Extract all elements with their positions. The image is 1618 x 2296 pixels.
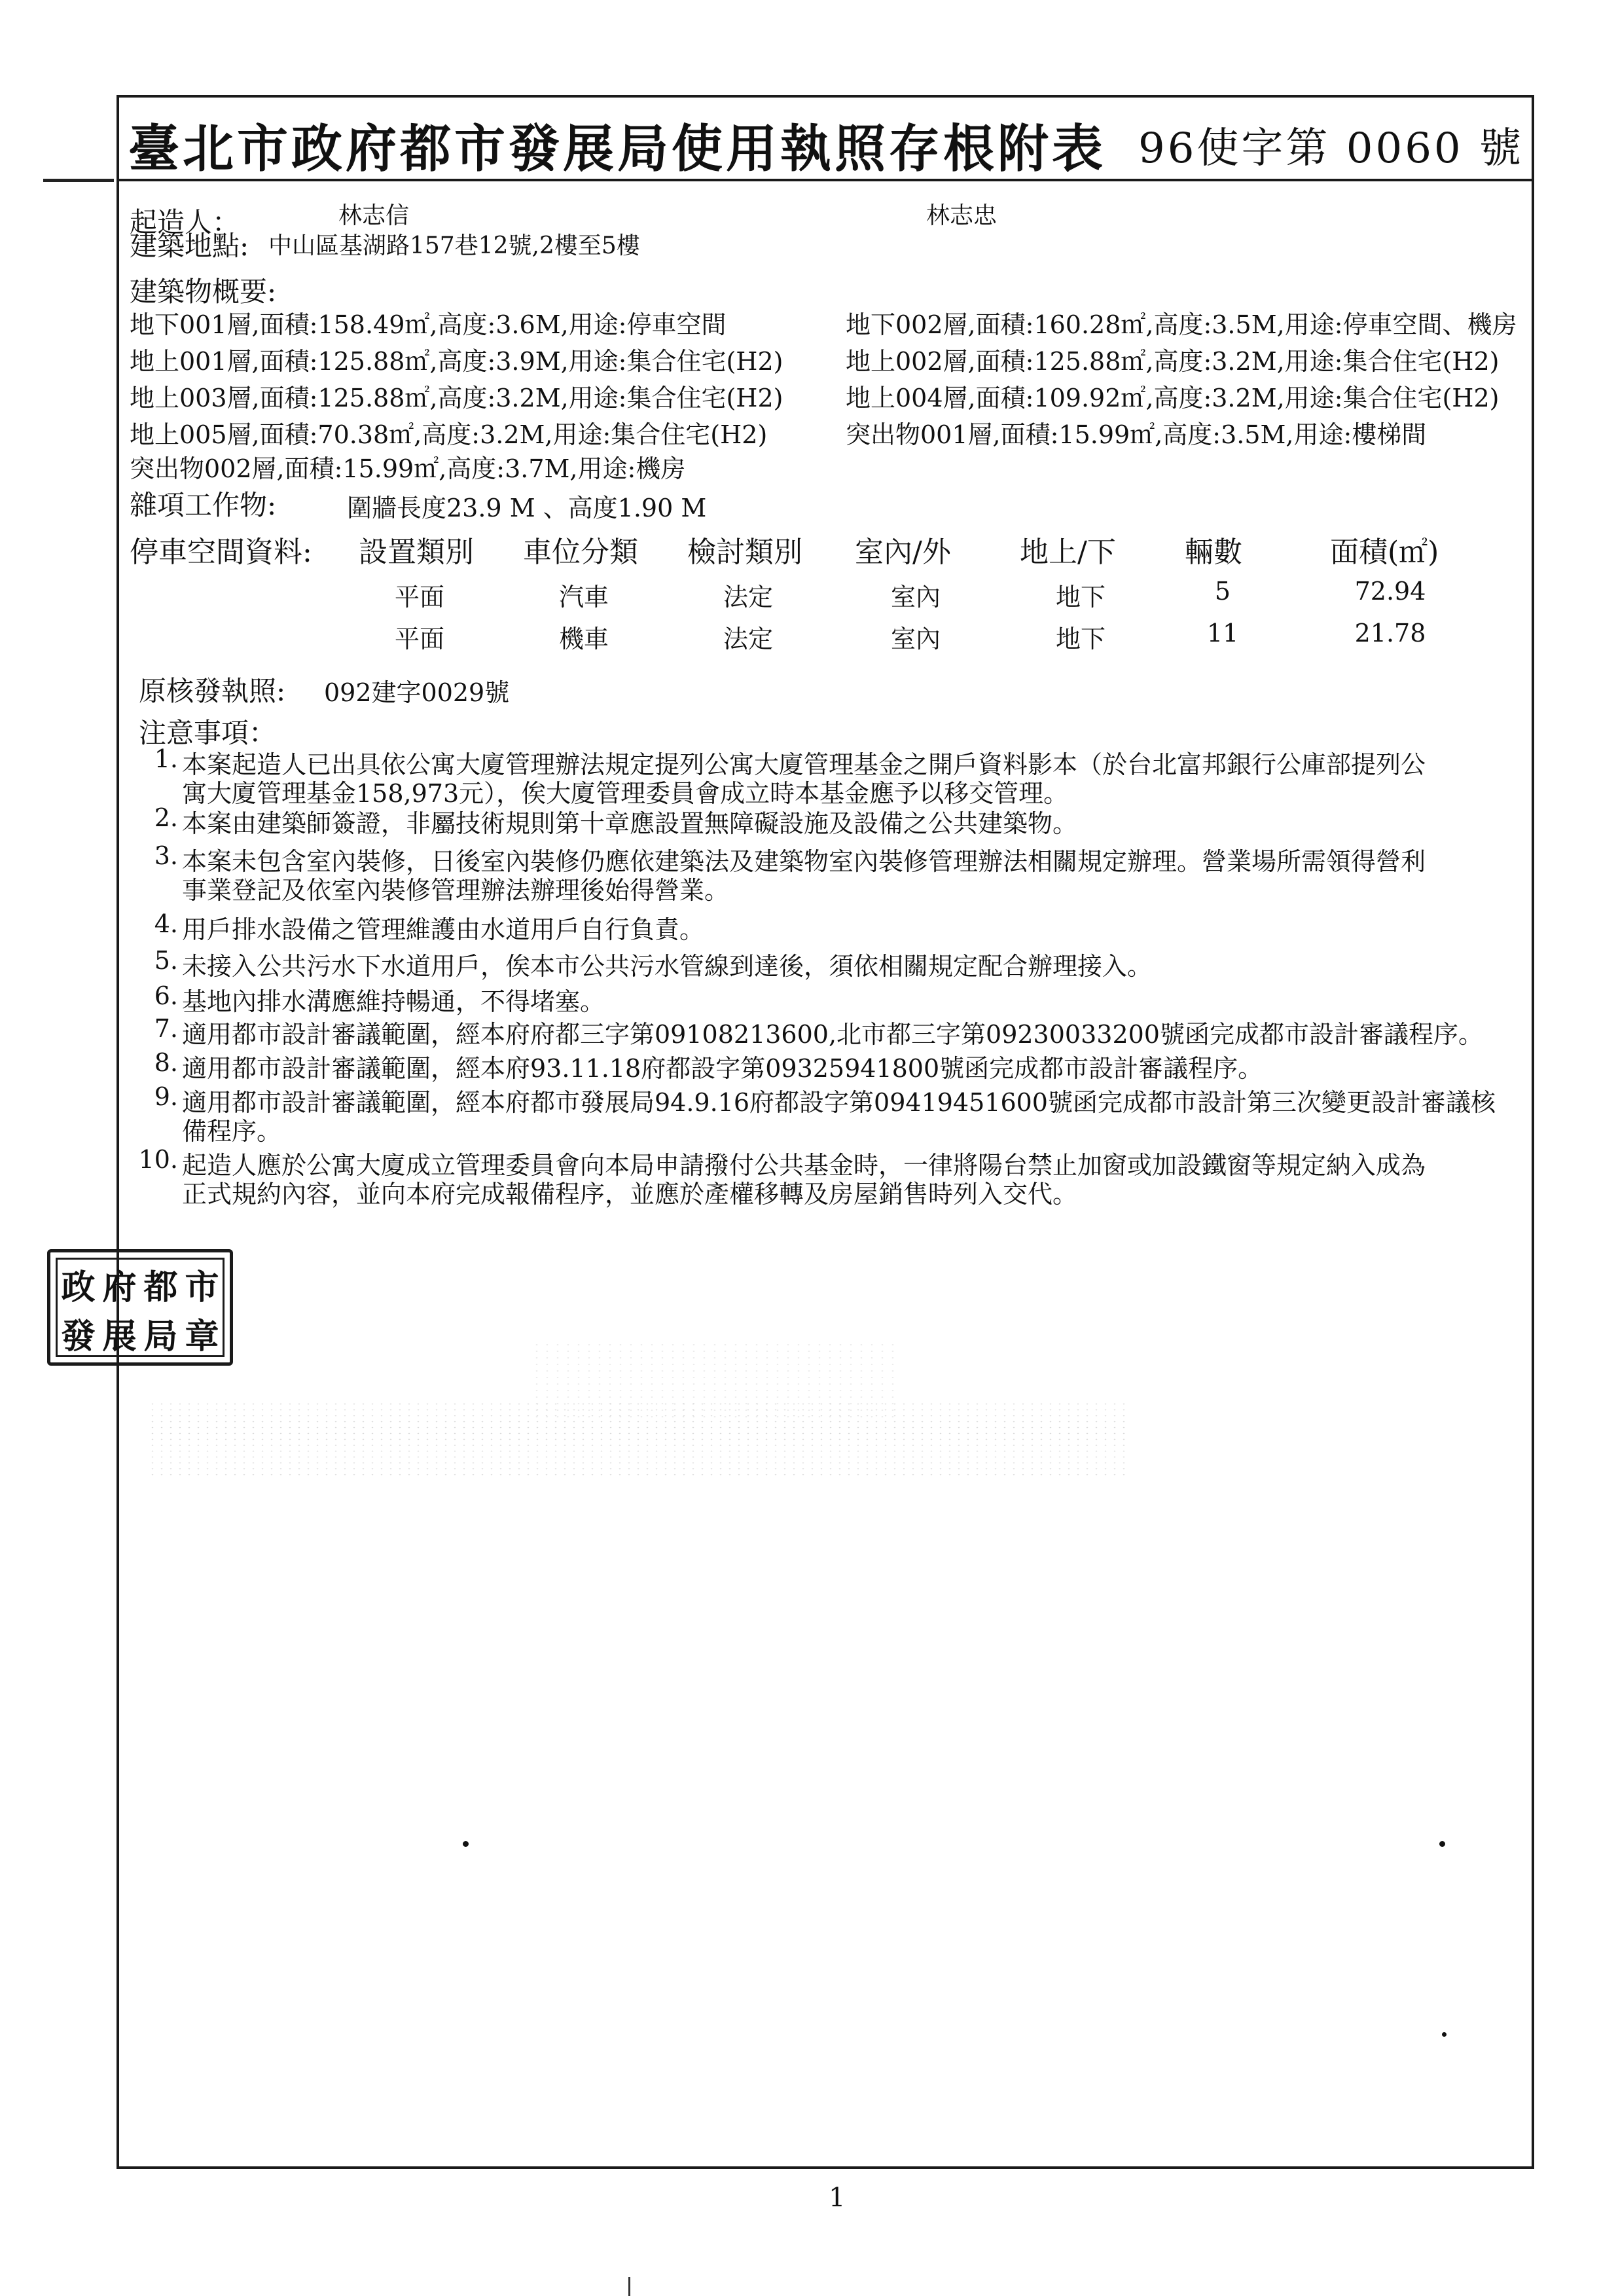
permit-annex-frame: 臺北市政府都市發展局使用執照存根附表 96使字第 0060 號 起造人： 林志信 林志忠 建築地點: 中山區基湖路157巷12號,2樓至5樓 建築物概要: 地下001層,面積:158.49㎡,高度:3.6M,用途:停車空間 地下002層,面積:160.28㎡,高度:3.5M,用途:停車空間、機房 地上001層,面積:125.88㎡,高度:3.9M,用途:集合住宅(H2) 地上002層,面積:125.88㎡,高度:3.2M,用途:集合住宅(H2) 地上003層,面積:125.88㎡,高度:3.2M,用途:集合住宅(H2) 地上004層,面積:109.92㎡,高度:3.2M,用途:集合住宅(H2) 地上005層,面積:70.38㎡,高度:3.2M,用途:集合住宅(H2) 突出物001層,面積:15.99㎡,高度:3.5M,用途:樓梯間 突出物002層,面積:15.99㎡,高度:3.7M,用途:機房 雜項工作物: 圍牆長度23.9 M 、高度1.90 M 停車空間資料: 設置類別 車位分類 檢討類別 室內/外 地上/下 輛數 面積(㎡) 平面 汽車 法定 室內 地下 5 72.94 平面 機車 法定 室內 地下 11 21.78 原核發執照: 092建字0029號 注意事項： 1. 本案起造人已出具依公寓大廈管理辦法規定提列公寓大廈管理基金之開戶資料影本（於台北富邦銀行公庫部提列公 寓大廈管理基金158,973元），俟大廈管理委員會成立時本基金應予以移交管理。 2. 本案由建築師簽證，非屬技術規則第十章應設置無障礙設施及設備之公共建築物。 3. 本案未包含室內裝修，日後室內裝修仍應依建築法及建築物室內裝修管理辦法相關規定辦理。營業場所需領得營利 事業登記及依室內裝修管理辦法辦理後始得營業。 4. 用戶排水設備之管理維護由水道用戶自行負責。 5. 未接入公共污水下水道用戶，俟本市公共污水管線到達後，須依相關規定配合辦理接入。 6. 基地內排水溝應維持暢通，不得堵塞。 7. 適用都市設計審議範圍，經本府府都三字第09108213600,北市都三字第09230033200號函完成都市設計審議程序。 8. 適用都市設計審議範圍，經本府93.11.18府都設字第09325941800號函完成都市設計審議程序。 9. 適用都市設計審議範圍，經本府都市發展局94.9.16府都設字第09419451600號函完成都市設計第三次變更設計審議核 備程序。 10. 起造人應於公寓大廈成立管理委員會向本局申請撥付公共基金時，一律將陽台禁止加窗或加設鐵窗等規定納入成為 正式規約內容，並向本府完成報備程序，並應於產權移轉及房屋銷售時列入交代。 <box>117 95 1534 2169</box>
title-bar <box>119 98 1532 181</box>
scan-speck <box>1442 2032 1447 2037</box>
margin-mark <box>43 179 114 182</box>
parking-cell: 地下 <box>1055 583 1106 611</box>
floor-4f: 地上004層,面積:109.92㎡,高度:3.2M,用途:集合住宅(H2) <box>846 384 1500 412</box>
seal-char: 市 <box>185 1267 219 1307</box>
applicant-name-2: 林志忠 <box>926 202 998 229</box>
parking-header-indoor: 室內/外 <box>855 536 951 569</box>
scan-speck <box>1439 1841 1445 1847</box>
seal-char: 局 <box>143 1317 178 1357</box>
floor-2f: 地上002層,面積:125.88㎡,高度:3.2M,用途:集合住宅(H2) <box>846 347 1500 376</box>
parking-cell: 法定 <box>723 583 774 611</box>
floor-rooftop-1: 突出物001層,面積:15.99㎡,高度:3.5M,用途:樓梯間 <box>846 420 1427 449</box>
seal-char: 展 <box>102 1317 137 1357</box>
building-summary-label: 建築物概要: <box>130 276 277 308</box>
floor-1f: 地上001層,面積:125.88㎡,高度:3.9M,用途:集合住宅(H2) <box>130 347 783 376</box>
parking-cell: 法定 <box>723 625 774 653</box>
seal-char: 都 <box>143 1267 178 1307</box>
permit-number: 96使字第 0060 號 <box>1138 124 1524 173</box>
applicant-label: 起造人： <box>130 206 240 238</box>
applicant-name-1: 林志信 <box>338 202 410 229</box>
parking-cell: 平面 <box>394 625 445 653</box>
page-number: 1 <box>829 2183 846 2213</box>
parking-cell: 21.78 <box>1354 619 1426 647</box>
floor-b1: 地下001層,面積:158.49㎡,高度:3.6M,用途:停車空間 <box>130 310 727 339</box>
parking-cell: 室內 <box>890 583 941 611</box>
parking-header-count: 輛數 <box>1185 536 1242 569</box>
parking-cell: 機車 <box>558 625 609 653</box>
site-address: 中山區基湖路157巷12號,2樓至5樓 <box>268 232 640 259</box>
parking-header-level: 地上/下 <box>1020 536 1116 569</box>
misc-works-value: 圍牆長度23.9 M 、高度1.90 M <box>347 494 707 522</box>
parking-cell: 5 <box>1214 577 1231 606</box>
parking-cell: 平面 <box>394 583 445 611</box>
floor-5f: 地上005層,面積:70.38㎡,高度:3.2M,用途:集合住宅(H2) <box>130 420 768 449</box>
parking-cell: 72.94 <box>1354 577 1426 606</box>
floor-3f: 地上003層,面積:125.88㎡,高度:3.2M,用途:集合住宅(H2) <box>130 384 783 412</box>
seal-char: 政 <box>61 1267 96 1307</box>
notes-label: 注意事項： <box>139 717 277 749</box>
parking-cell: 汽車 <box>558 583 609 611</box>
parking-cell: 地下 <box>1055 625 1106 653</box>
site-label: 建築地點: <box>130 230 249 262</box>
official-seal <box>47 1249 233 1366</box>
seal-char: 發 <box>61 1317 96 1357</box>
scan-noise <box>148 1401 1130 1480</box>
parking-header-area: 面積(㎡) <box>1330 536 1439 569</box>
seal-char: 府 <box>102 1267 137 1307</box>
floor-b2: 地下002層,面積:160.28㎡,高度:3.5M,用途:停車空間、機房 <box>846 310 1517 339</box>
original-permit-value: 092建字0029號 <box>324 678 510 707</box>
original-permit-label: 原核發執照: <box>139 675 286 707</box>
floor-rooftop-2: 突出物002層,面積:15.99㎡,高度:3.7M,用途:機房 <box>130 454 686 483</box>
document-title: 臺北市政府都市發展局使用執照存根附表 <box>128 119 1107 179</box>
parking-header-type: 設置類別 <box>359 536 474 569</box>
parking-label: 停車空間資料: <box>130 536 312 569</box>
scan-mark <box>628 2277 630 2296</box>
parking-cell: 11 <box>1206 619 1239 647</box>
misc-works-label: 雜項工作物: <box>130 489 277 521</box>
parking-header-class: 車位分類 <box>523 536 638 569</box>
seal-inner <box>56 1258 225 1357</box>
scan-speck <box>463 1841 469 1847</box>
parking-cell: 室內 <box>890 625 941 653</box>
parking-header-review: 檢討類別 <box>687 536 802 569</box>
seal-char: 章 <box>185 1317 219 1357</box>
